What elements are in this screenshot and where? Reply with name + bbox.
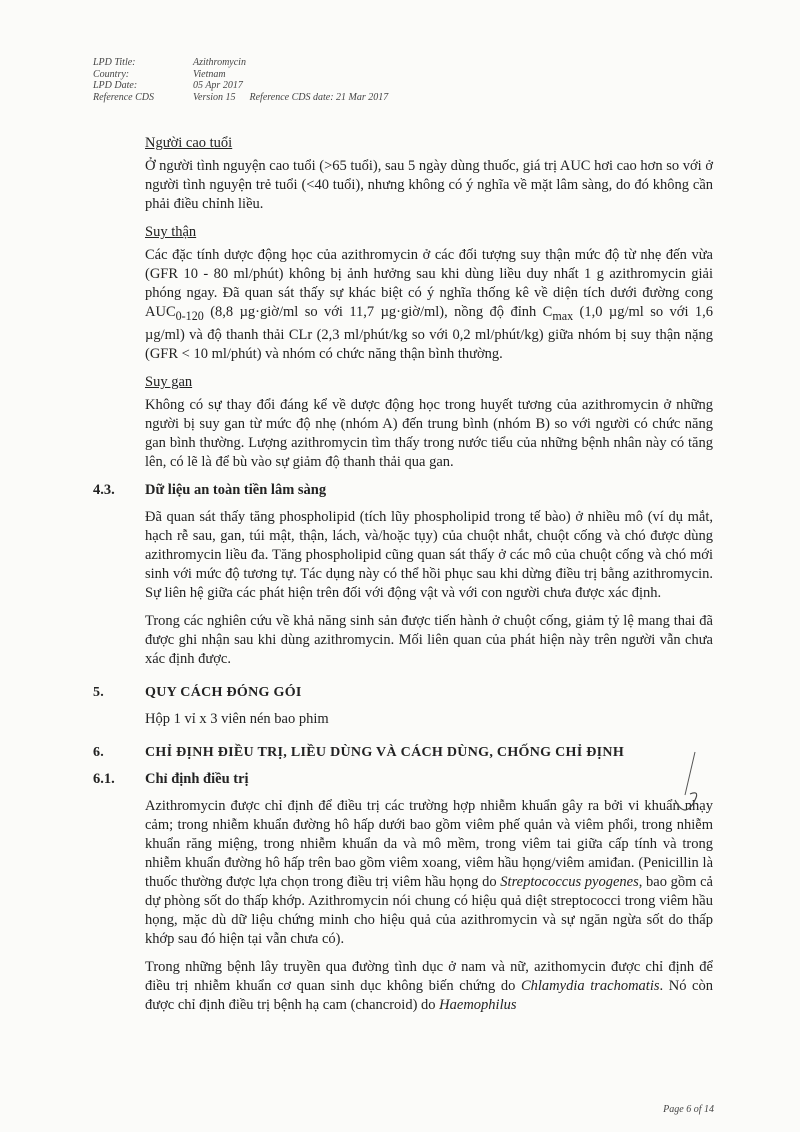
renal-text-3: (1,0 µg/ml so với 1,6 µg/ml) và độ thanh thải CLr (2,3 ml/phút/kg so với 0,2 ml/phút/kg) giữa nhóm bị suy thận nặng (GFR < 10 ml/phút) và nhóm có chức năng thận bình thường. <box>145 304 714 362</box>
handwritten-mark-icon <box>655 750 705 820</box>
document-header <box>93 57 388 103</box>
section-6-heading <box>93 743 713 762</box>
elderly-heading: Người cao tuổi <box>145 135 233 151</box>
species-name: Haemophilus <box>439 996 517 1013</box>
packaging-text: Hộp 1 vỉ x 3 viên nén bao phim <box>145 710 329 727</box>
lpd-date-value: 05 Apr 2017 <box>193 80 243 91</box>
species-name: Streptococcus pyogenes <box>500 873 639 890</box>
indications-text: Azithromycin được chỉ định để điều trị các trường hợp nhiễm khuẩn gây ra bởi vi khuẩn nhạy cảm; trong nhiễm khuẩn đường hô hấp dưới bao gồm viêm phế quản và viêm phổi, trong nhiễm khuẩn răng miệng, trong nhiễm khuẩn da và mô mềm, trong viêm tai giữa cấp tính và trong nhiễm khuẩn đường hô hấp trên bao gồm viêm xoang, viêm hầu họng/viêm amiđan. (Penicillin là thuốc thường được lựa chọn trong điều trị viêm hầu họng do <box>145 797 713 890</box>
auc-subscript: 0-120 <box>175 308 204 323</box>
section-title: CHỈ ĐỊNH ĐIỀU TRỊ, LIỀU DÙNG VÀ CÁCH DÙNG, CHỐNG CHỈ ĐỊNH <box>145 744 625 760</box>
page-number: Page 6 of 14 <box>663 1104 714 1115</box>
renal-text-2: (8,8 µg·giờ/ml so với 11,7 µg·giờ/ml), nồng độ đỉnh C <box>203 304 553 320</box>
document-body <box>93 134 713 1024</box>
lpd-date-label: LPD Date: <box>93 80 138 91</box>
section-number: 5. <box>93 684 105 700</box>
hepatic-heading: Suy gan <box>145 373 193 390</box>
section-4-3-heading <box>93 481 713 500</box>
species-name: Chlamydia trachomatis <box>520 977 660 994</box>
cds-date: Reference CDS date: 21 Mar 2017 <box>249 91 389 103</box>
section-6-1-heading <box>93 770 713 789</box>
indications-paragraph-1 <box>145 797 713 949</box>
section-title: QUY CÁCH ĐÓNG GÓI <box>145 684 302 700</box>
indications-paragraph-2 <box>145 958 713 1015</box>
renal-text-1: Các đặc tính dược động học của azithromycin ở các đối tượng suy thận mức độ từ nhẹ đến vừa (GFR 10 - 80 ml/phút) không bị ảnh hưởng sau khi dùng liều duy nhất 1 g azithromycin giải phóng ngay. Đã quan sát thấy sự khác biệt có ý nghĩa thống kê về diện tích dưới đường cong AUC <box>145 247 713 320</box>
section-number: 4.3. <box>93 481 115 498</box>
version-value: Version 15 <box>193 91 236 103</box>
section-number: 6. <box>93 744 105 760</box>
indications-text: . Nó còn được chỉ định điều trị bệnh hạ cam (chancroid) do <box>145 977 713 1013</box>
country-value: Vietnam <box>193 68 226 80</box>
preclinical-paragraph-2: Trong các nghiên cứu về khả năng sinh sản được tiến hành ở chuột cống, giảm tỷ lệ mang thai đã được ghi nhận sau khi dùng azithromycin. Mối liên quan của phát hiện này trên người vẫn chưa xác định được. <box>145 612 713 667</box>
renal-heading: Suy thận <box>145 224 197 240</box>
indications-text: , bao gồm cả dự phòng sốt do thấp khớp. Azithromycin nói chung có hiệu quả diệt streptococci trong viêm hầu họng, mặc dù dữ liệu chứng minh cho hiệu quả của azithromycin và sự ngăn ngừa sốt do thấp khớp sau đó hiện tại vẫn chưa có). <box>145 873 713 947</box>
cmax-subscript: max <box>552 308 574 323</box>
country-label: Country: <box>93 68 130 80</box>
reference-cds-label: Reference CDS <box>93 91 154 103</box>
elderly-paragraph: Ở người tình nguyện cao tuổi (>65 tuổi), sau 5 ngày dùng thuốc, giá trị AUC hơi cao hơn so với ở người tình nguyện trẻ tuổi (<40 tuổi), nhưng không có ý nghĩa về mặt lâm sàng, do đó không cần phải điều chỉnh liều. <box>145 158 713 212</box>
lpd-title-label: LPD Title: <box>93 57 136 68</box>
section-number: 6.1. <box>93 770 115 787</box>
section-5-heading <box>93 683 713 702</box>
section-title: Dữ liệu an toàn tiền lâm sàng <box>145 481 327 498</box>
indications-text: Trong những bệnh lây truyền qua đường tình dục ở nam và nữ, azithomycin được chỉ định để điều trị nhiễm khuẩn cơ quan sinh dục không biến chứng do <box>145 958 713 994</box>
section-title: Chỉ định điều trị <box>145 770 249 787</box>
hepatic-paragraph: Không có sự thay đổi đáng kể về dược động học trong huyết tương của azithromycin ở những người bị suy gan từ mức độ nhẹ (nhóm A) đến trung bình (nhóm B) so với người có chức năng gan bình thường. Lượng azithromycin tìm thấy trong nước tiểu của những bệnh nhân này có tăng lên, có lẽ là để bù vào sự giảm độ thanh thải qua gan. <box>145 396 713 470</box>
preclinical-paragraph-1: Đã quan sát thấy tăng phospholipid (tích lũy phospholipid trong tế bào) ở nhiều mô (ví dụ mắt, hạch rễ sau, gan, túi mật, thận, lách, và/hoặc tụy) của chuột nhắt, chuột cống và chó được dùng azithromycin liều đa. Tăng phospholipid cũng quan sát thấy ở các mô của chuột cống và chó mới sinh với mức độ tương tự. Tác dụng này có thể hồi phục sau khi dừng điều trị bằng azithromycin. Sự liên hệ giữa các phát hiện trên đối với động vật và với con người chưa được xác định. <box>145 508 713 601</box>
renal-paragraph <box>145 246 713 364</box>
lpd-title-value: Azithromycin <box>193 57 246 68</box>
